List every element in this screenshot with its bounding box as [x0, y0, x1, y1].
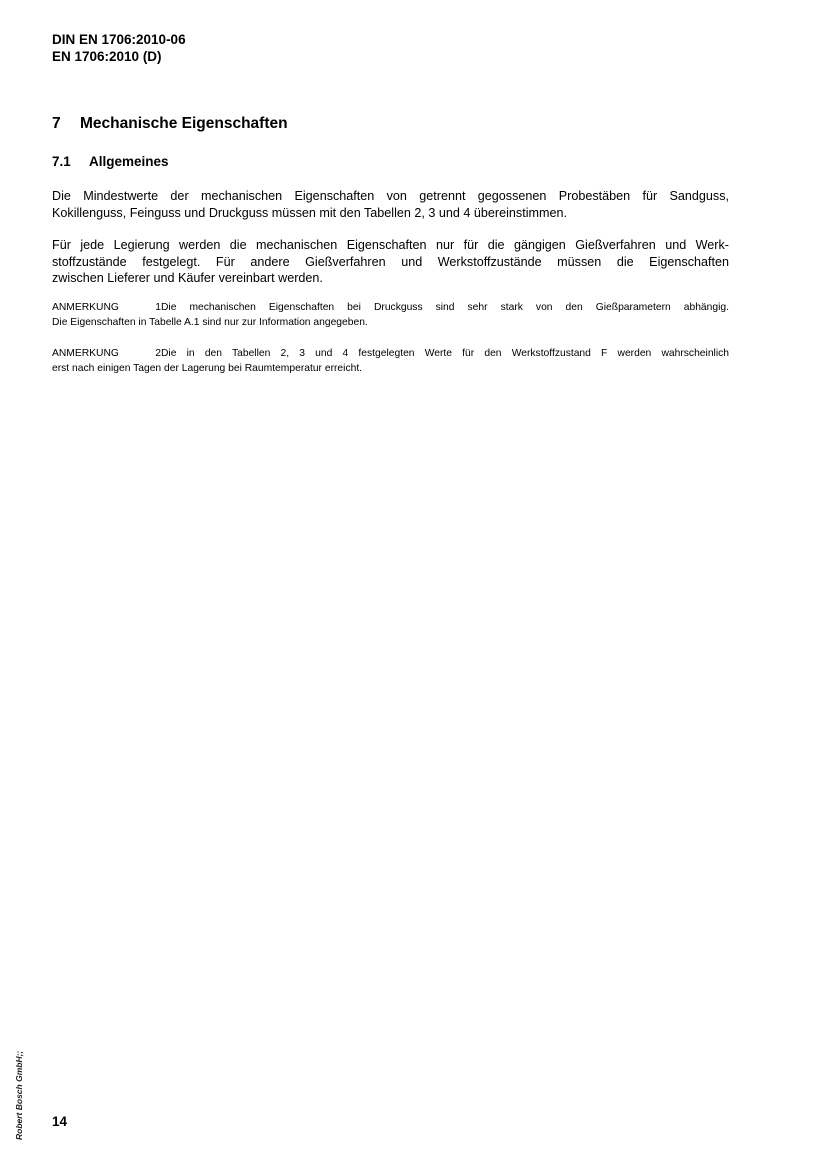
document-header [52, 31, 186, 65]
paragraph-line: zwischen Lieferer und Käufer vereinbart werden. [52, 271, 323, 285]
standard-edition: EN 1706:2010 (D) [52, 49, 162, 64]
note-label: ANMERKUNG 1 [52, 302, 161, 313]
paragraph-line: stoffzustände festgelegt. Für andere Gießverfahren und Werkstoffzustände müssen die Eigenschaften [52, 254, 729, 269]
note-text: Die mechanischen Eigenschaften bei Druckguss sind sehr stark von den Gießparametern abhängig. [161, 302, 729, 313]
subsection-title: Allgemeines [89, 154, 169, 169]
section-title: Mechanische Eigenschaften [80, 115, 288, 132]
note-text: Die in den Tabellen 2, 3 und 4 festgelegten Werte für den Werkstoffzustand F werden wahrscheinlich [161, 348, 729, 359]
paragraph-line: Für jede Legierung werden die mechanischen Eigenschaften nur für die gängigen Gießverfahren und Werk- [52, 238, 729, 252]
side-watermark-text: Robert Bosch GmbH;; [14, 1050, 24, 1140]
section-heading [52, 114, 288, 134]
paragraph-line: Kokillenguss, Feinguss und Druckguss müssen mit den Tabellen 2, 3 und 4 übereinstimmen. [52, 205, 567, 220]
note-2 [52, 347, 729, 376]
paragraph-1 [52, 188, 729, 221]
paragraph-line: Die Mindestwerte der mechanischen Eigenschaften von getrennt gegossenen Probestäben für Sandguss, [52, 189, 729, 203]
subsection-heading [52, 153, 169, 170]
paragraph-2 [52, 237, 729, 287]
page-number: 14 [52, 1114, 68, 1129]
note-text: erst nach einigen Tagen der Lagerung bei Raumtemperatur erreicht. [52, 362, 363, 374]
subsection-number: 7.1 [52, 154, 71, 169]
section-number: 7 [52, 115, 61, 132]
note-label: ANMERKUNG 2 [52, 348, 161, 359]
note-1 [52, 301, 729, 330]
standard-designation: DIN EN 1706:2010-06 [52, 32, 186, 47]
note-text: Die Eigenschaften in Tabelle A.1 sind nur zur Information angegeben. [52, 316, 368, 328]
